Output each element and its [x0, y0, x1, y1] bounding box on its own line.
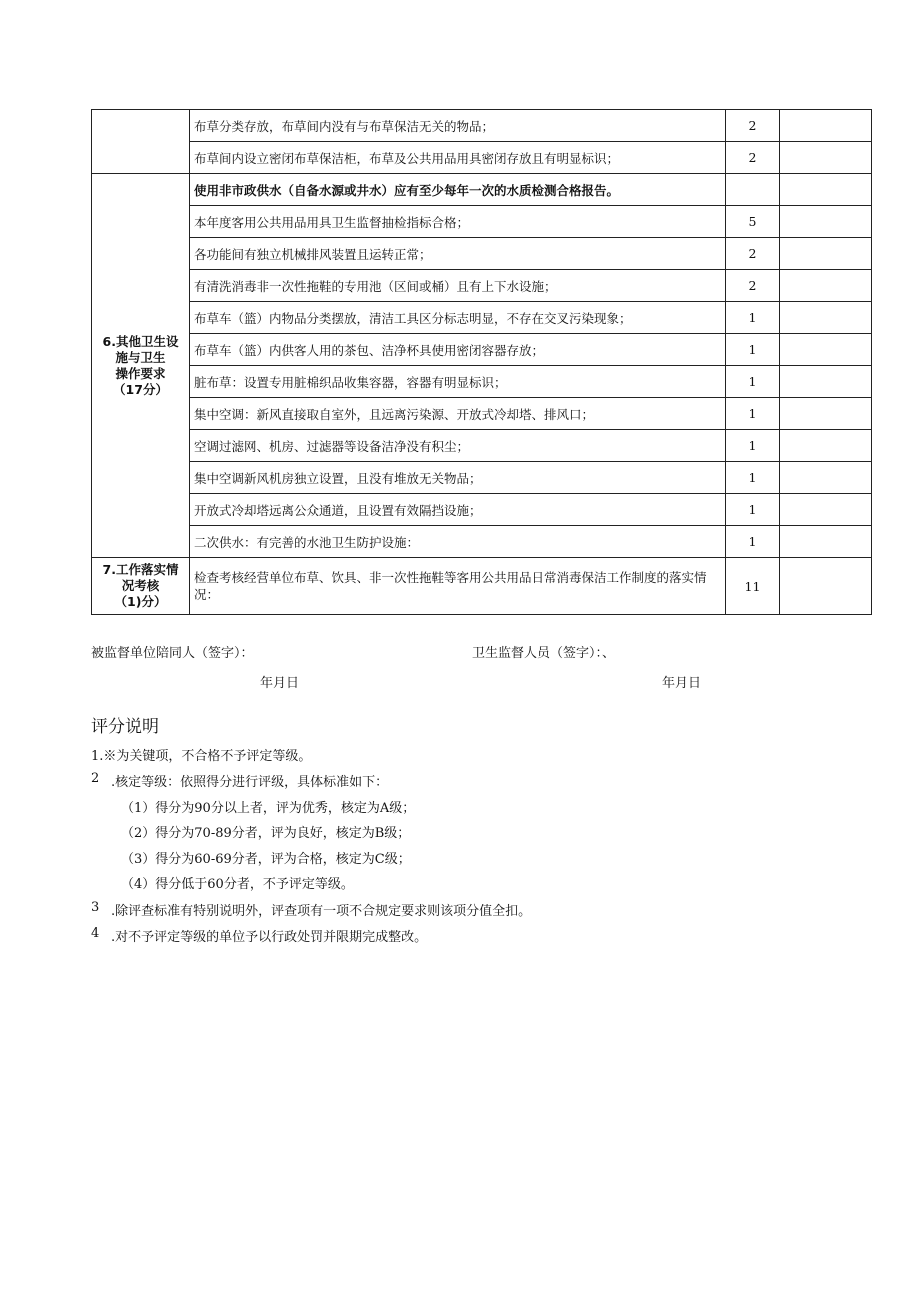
- score-cell: [726, 174, 780, 206]
- table-row: [92, 334, 872, 366]
- category-6-line: 6.其他卫生设: [102, 333, 179, 349]
- score-cell: 1: [726, 366, 780, 398]
- table-row: [92, 238, 872, 270]
- table-row: [92, 526, 872, 558]
- item-cell: 集中空调新风机房独立设置，且没有堆放无关物品；: [190, 462, 726, 494]
- item-cell: 二次供水：有完善的水池卫生防护设施：: [190, 526, 726, 558]
- result-cell: [780, 430, 872, 462]
- result-cell: [780, 238, 872, 270]
- score-cell: 1: [726, 430, 780, 462]
- inspector-signature-label: 卫生监督人员（签字）：、: [472, 646, 616, 661]
- score-cell: 1: [726, 462, 780, 494]
- category-6-line: 操作要求: [115, 365, 166, 381]
- result-cell: [780, 302, 872, 334]
- item-cell: 本年度客用公共用品用具卫生监督抽检指标合格；: [190, 206, 726, 238]
- note-item-4: .对不予评定等级的单位予以行政处罚并限期完成整改。: [111, 930, 428, 945]
- item-cell: 集中空调：新风直接取自室外，且远离污染源、开放式冷却塔、排风口；: [190, 398, 726, 430]
- score-cell: 2: [726, 142, 780, 174]
- note-sub-4: （4）得分低于60分者，不予评定等级。: [121, 877, 354, 892]
- table-row: [92, 206, 872, 238]
- category-6-line: 施与卫生: [115, 349, 166, 365]
- note-item-2-number: 2: [91, 771, 100, 786]
- score-cell: 5: [726, 206, 780, 238]
- category-7-line: （1)分）: [114, 594, 167, 609]
- result-cell: [780, 366, 872, 398]
- inspection-table: [91, 109, 872, 615]
- table-row: [92, 110, 872, 142]
- item-cell: 开放式冷却塔远离公众通道，且设置有效隔挡设施；: [190, 494, 726, 526]
- table-row: [92, 302, 872, 334]
- score-cell: 2: [726, 270, 780, 302]
- result-cell: [780, 174, 872, 206]
- table-row: [92, 270, 872, 302]
- item-cell: 各功能间有独立机械排风装置且运转正常；: [190, 238, 726, 270]
- result-cell: [780, 462, 872, 494]
- note-sub-1: （1）得分为90分以上者，评为优秀，核定为A级；: [121, 801, 416, 816]
- note-sub-3: （3）得分为60-69分者，评为合格，核定为C级；: [121, 852, 411, 867]
- result-cell: [780, 494, 872, 526]
- table-row: [92, 366, 872, 398]
- category-cell-7: [92, 558, 190, 615]
- note-item-1: 1.※为关键项，不合格不予评定等级。: [91, 749, 312, 764]
- note-item-3: .除评查标准有特别说明外，评查项有一项不合规定要求则该项分值全扣。: [111, 904, 532, 919]
- table-row: [92, 462, 872, 494]
- date-right: 年月日: [662, 676, 702, 691]
- note-item-4-number: 4: [91, 926, 100, 941]
- notes-title: 评分说明: [91, 717, 159, 737]
- score-cell: 1: [726, 302, 780, 334]
- result-cell: [780, 334, 872, 366]
- result-cell: [780, 398, 872, 430]
- table-row: [92, 142, 872, 174]
- category-7-line: 7.工作落实情: [102, 562, 179, 577]
- note-item-3-number: 3: [91, 900, 100, 915]
- result-cell: [780, 206, 872, 238]
- result-cell: [780, 142, 872, 174]
- category-cell-prev: [92, 110, 190, 174]
- table-row: [92, 398, 872, 430]
- score-cell: 2: [726, 110, 780, 142]
- note-item-2: .核定等级：依照得分进行评级，具体标准如下：: [111, 775, 389, 790]
- category-6-line: （17分）: [113, 381, 168, 397]
- score-cell: 1: [726, 494, 780, 526]
- score-cell: 1: [726, 398, 780, 430]
- item-cell: 检查考核经营单位布草、饮具、非一次性拖鞋等客用公共用品日常消毒保洁工作制度的落实情况：: [190, 558, 726, 615]
- score-cell: 2: [726, 238, 780, 270]
- item-cell: 布草间内设立密闭布草保洁柜，布草及公共用品用具密闭存放且有明显标识；: [190, 142, 726, 174]
- item-cell: 布草车（篮）内物品分类摆放，清洁工具区分标志明显，不存在交叉污染现象；: [190, 302, 726, 334]
- item-cell: 脏布草：设置专用脏棉织品收集容器，容器有明显标识；: [190, 366, 726, 398]
- table-row: [92, 430, 872, 462]
- table-row: [92, 174, 872, 206]
- note-sub-2: （2）得分为70-89分者，评为良好，核定为B级；: [121, 826, 411, 841]
- score-cell: 11: [726, 558, 780, 615]
- item-cell: 有清洗消毒非一次性拖鞋的专用池（区间或桶）且有上下水设施；: [190, 270, 726, 302]
- table-row: [92, 494, 872, 526]
- item-cell: 空调过滤网、机房、过滤器等设备洁净没有积尘；: [190, 430, 726, 462]
- result-cell: [780, 270, 872, 302]
- category-7-line: 况考核: [121, 578, 160, 593]
- score-cell: 1: [726, 334, 780, 366]
- result-cell: [780, 526, 872, 558]
- item-cell: 布草分类存放，布草间内没有与布草保洁无关的物品；: [190, 110, 726, 142]
- table-row: [92, 558, 872, 615]
- result-cell: [780, 110, 872, 142]
- category-cell-6: [92, 174, 190, 558]
- score-cell: 1: [726, 526, 780, 558]
- date-left: 年月日: [260, 676, 300, 691]
- item-cell: 布草车（篮）内供客人用的茶包、洁净杯具使用密闭容器存放；: [190, 334, 726, 366]
- accompany-signature-label: 被监督单位陪同人（签字）：: [91, 646, 254, 661]
- result-cell: [780, 558, 872, 615]
- item-cell: 使用非市政供水（自备水源或井水）应有至少每年一次的水质检测合格报告。: [190, 174, 726, 206]
